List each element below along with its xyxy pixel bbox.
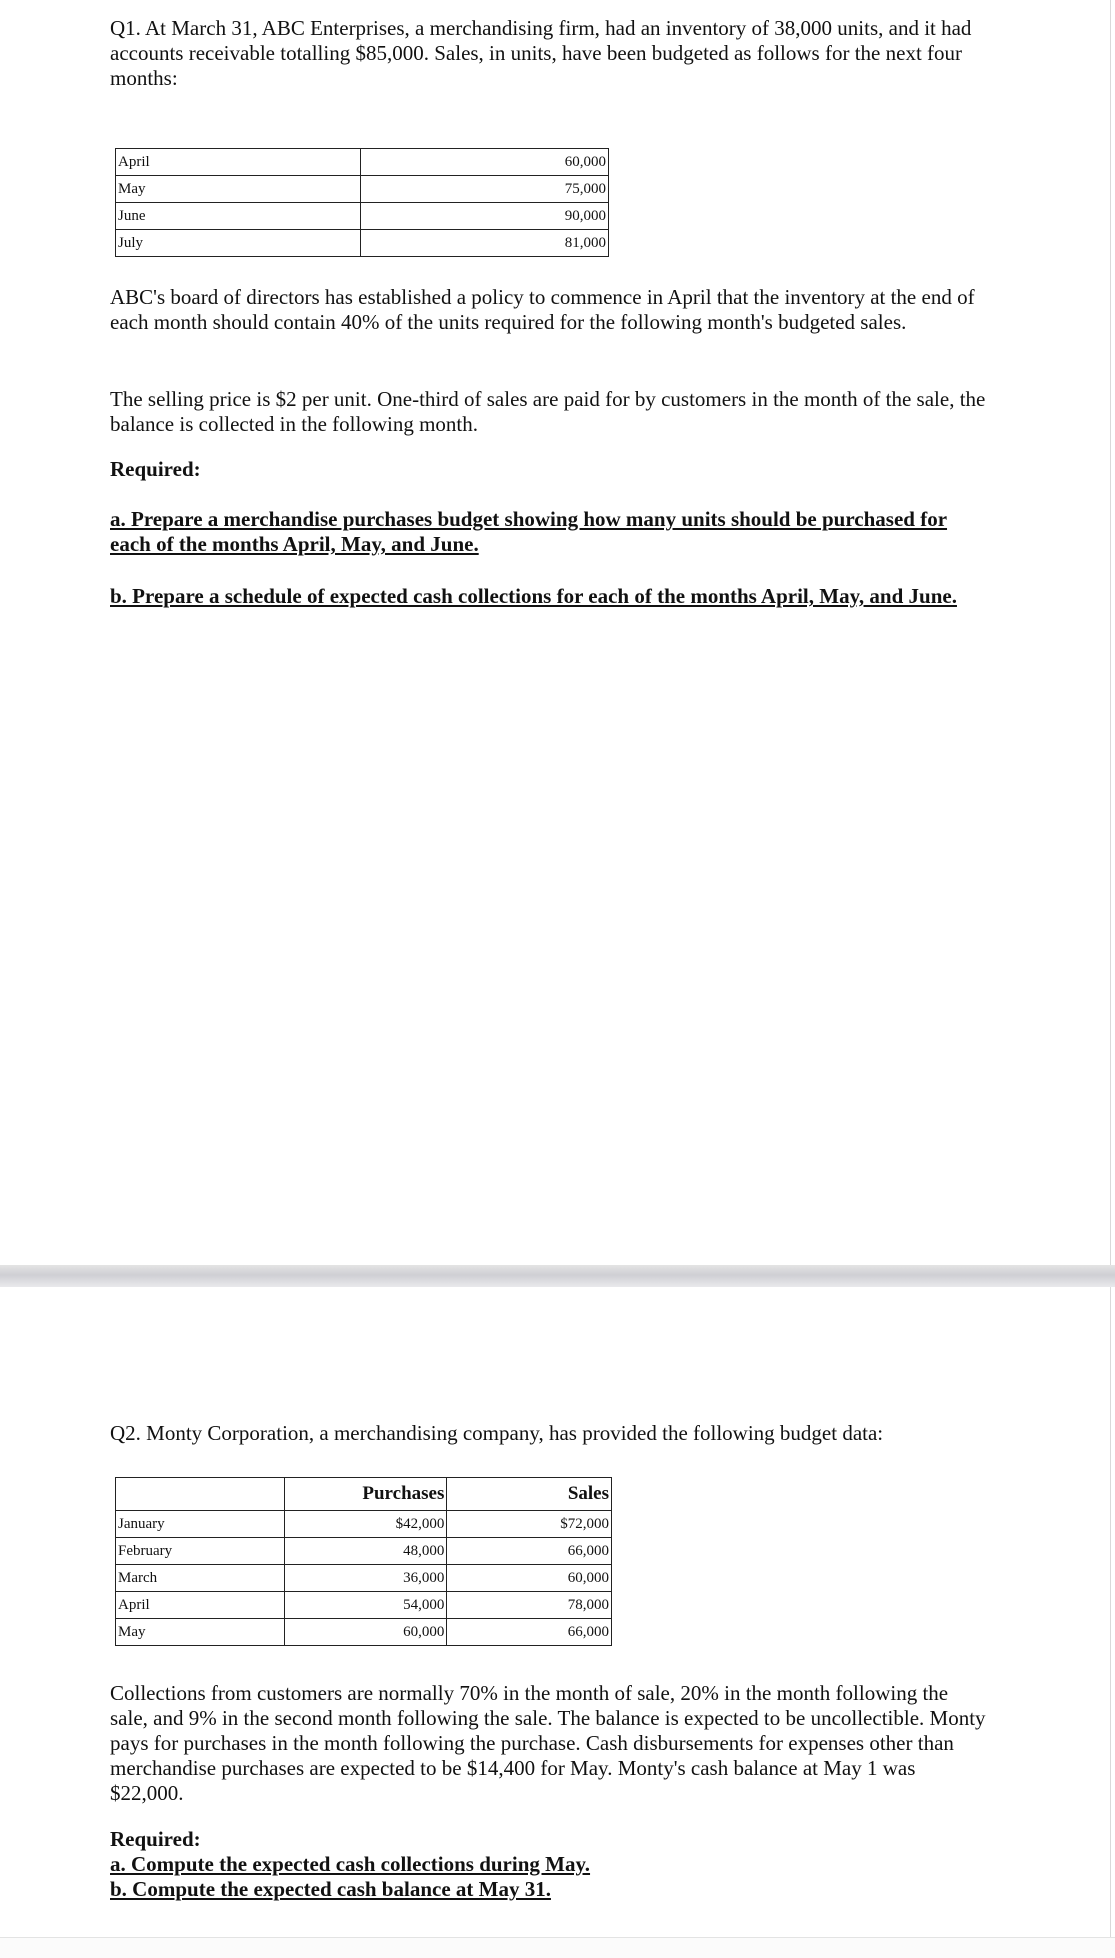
q2-requirement-a: a. Compute the expected cash collections during May. <box>110 1852 591 1876</box>
month-cell: June <box>116 203 361 230</box>
month-cell: January <box>116 1511 285 1538</box>
table-row <box>116 203 609 230</box>
page-bottom-edge <box>0 1937 1115 1958</box>
month-cell: April <box>116 149 361 176</box>
table-row <box>116 1619 612 1646</box>
sales-cell: $72,000 <box>447 1511 612 1538</box>
purchases-cell: 60,000 <box>284 1619 447 1646</box>
units-cell: 60,000 <box>361 149 609 176</box>
q2-intro: Q2. Monty Corporation, a merchandising company, has provided the following budget data: <box>110 1421 884 1445</box>
q1-requirement-a: a. Prepare a merchandise purchases budget showing how many units should be purchased for each of the months April, May, and June. <box>110 507 948 556</box>
q2-header-blank <box>116 1478 285 1511</box>
page-separator <box>0 1265 1115 1287</box>
q1-pricing: The selling price is $2 per unit. One-third of sales are paid for by customers in the month of the sale, the balance is collected in the following month. <box>110 387 986 436</box>
q2-required-label: Required: <box>110 1827 201 1851</box>
units-cell: 90,000 <box>361 203 609 230</box>
month-cell: May <box>116 176 361 203</box>
sales-cell: 60,000 <box>447 1565 612 1592</box>
q2-collections: Collections from customers are normally 70% in the month of sale, 20% in the month following the sale, and 9% in the second month following the sale. The balance is expected to be uncollectible. Monty pays for purchases in the month following the purchase. Cash disbursements for expenses other than merchandise purchases are expected to be $14,400 for May. Monty's cash balance at May 1 was $22,000. <box>110 1681 986 1805</box>
q1-required-label: Required: <box>110 457 201 481</box>
month-cell: February <box>116 1538 285 1565</box>
month-cell: April <box>116 1592 285 1619</box>
q1-sales-table <box>115 148 609 257</box>
q2-requirement-b: b. Compute the expected cash balance at May 31. <box>110 1877 551 1901</box>
q2-budget-table <box>115 1477 612 1646</box>
purchases-cell: 36,000 <box>284 1565 447 1592</box>
purchases-cell: $42,000 <box>284 1511 447 1538</box>
q1-policy: ABC's board of directors has established a policy to commence in April that the inventory at the end of each month should contain 40% of the units required for the following month's budgeted sales. <box>110 285 975 334</box>
units-cell: 75,000 <box>361 176 609 203</box>
table-row <box>116 1565 612 1592</box>
sales-cell: 66,000 <box>447 1538 612 1565</box>
page-2 <box>0 1287 1111 1937</box>
month-cell: May <box>116 1619 285 1646</box>
table-row <box>116 149 609 176</box>
purchases-cell: 54,000 <box>284 1592 447 1619</box>
table-row <box>116 176 609 203</box>
month-cell: March <box>116 1565 285 1592</box>
q1-requirement-b: b. Prepare a schedule of expected cash collections for each of the months April, May, and June. <box>110 584 957 608</box>
table-row <box>116 1538 612 1565</box>
q2-header-sales: Sales <box>447 1478 612 1511</box>
month-cell: July <box>116 230 361 257</box>
purchases-cell: 48,000 <box>284 1538 447 1565</box>
table-row <box>116 1511 612 1538</box>
table-row <box>116 1592 612 1619</box>
q2-header-purchases: Purchases <box>284 1478 447 1511</box>
sales-cell: 78,000 <box>447 1592 612 1619</box>
units-cell: 81,000 <box>361 230 609 257</box>
table-row <box>116 230 609 257</box>
sales-cell: 66,000 <box>447 1619 612 1646</box>
q1-intro: Q1. At March 31, ABC Enterprises, a merchandising firm, had an inventory of 38,000 units, and it had accounts receivable totalling $85,000. Sales, in units, have been budgeted as follows for the next four months: <box>110 16 972 90</box>
